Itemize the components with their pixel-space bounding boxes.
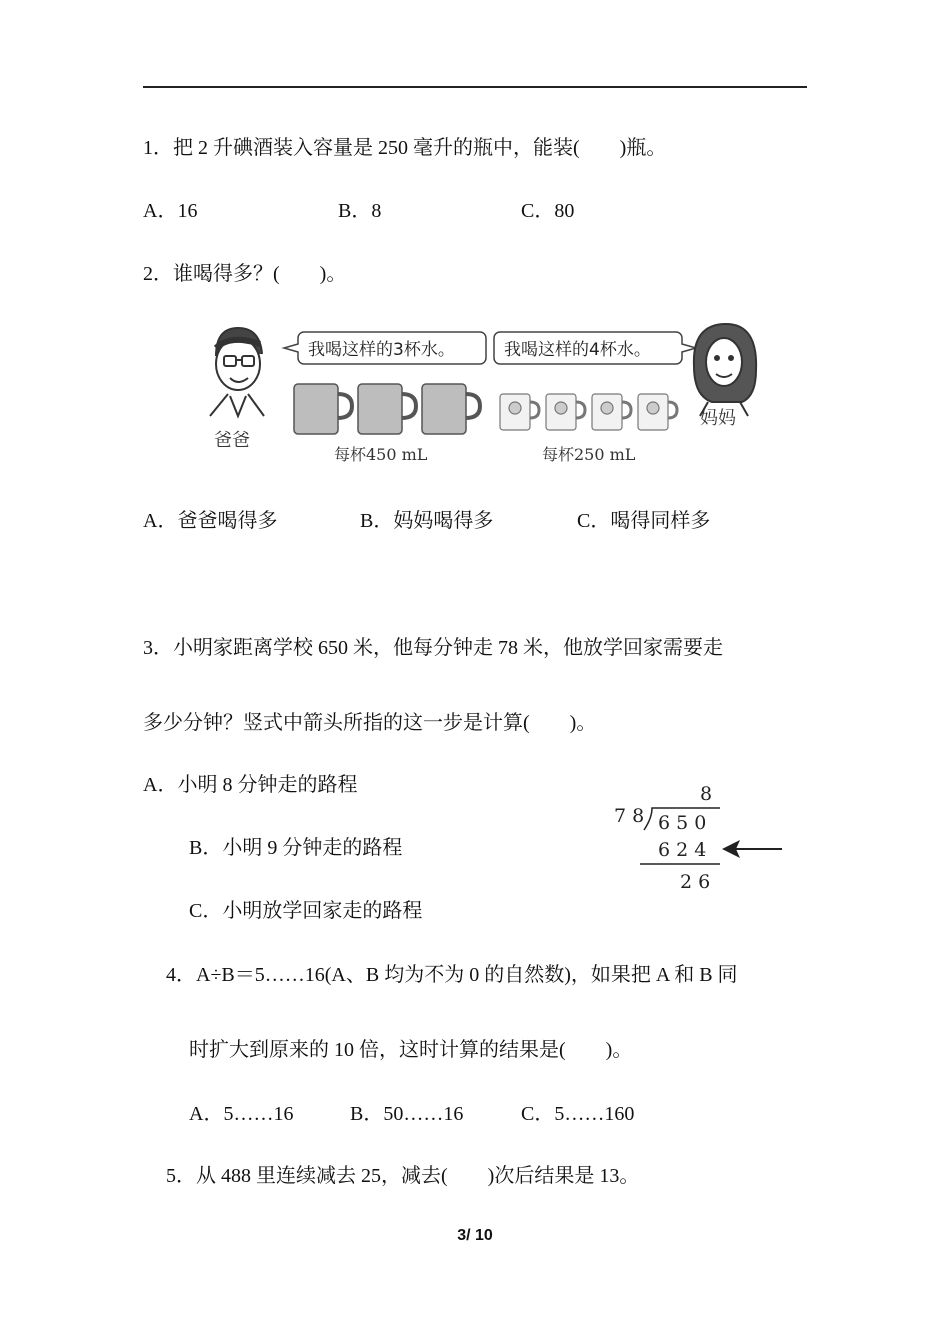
big-cup-icon [358, 384, 416, 434]
q3-option-b[interactable]: B．小明 9 分钟走的路程 [189, 837, 403, 859]
q4-option-b[interactable]: B．50……16 [350, 1103, 464, 1125]
q4-option-a[interactable]: A．5……16 [189, 1103, 294, 1125]
small-cup-icon [500, 394, 539, 430]
q2-option-b[interactable]: B．妈妈喝得多 [360, 510, 494, 532]
dad-cups [294, 384, 480, 434]
q2-stem: 2．谁喝得多？( )。 [143, 263, 347, 285]
small-cup-icon [638, 394, 677, 430]
q3-option-a[interactable]: A．小明 8 分钟走的路程 [143, 774, 358, 796]
small-cup-icon [546, 394, 585, 430]
dad-speech-text: 我喝这样的3杯水。 [308, 340, 455, 360]
mom-figure-icon [694, 324, 756, 416]
page-number: 3/ 10 [457, 1227, 493, 1244]
q2-option-c[interactable]: C．喝得同样多 [577, 510, 711, 532]
q1-option-a[interactable]: A．16 [143, 200, 198, 222]
division-quotient: 8 [700, 783, 713, 805]
q1-option-b[interactable]: B．8 [338, 200, 382, 222]
dad-figure-icon [210, 328, 264, 416]
q5-stem: 5．从 488 里连续减去 25，减去( )次后结果是 13。 [166, 1165, 640, 1187]
header-rule [143, 86, 807, 88]
q1-option-c[interactable]: C．80 [521, 200, 575, 222]
q3-stem-line2: 多少分钟？竖式中箭头所指的这一步是计算( )。 [143, 712, 597, 734]
dad-cup-caption: 每杯450 mL [334, 445, 428, 464]
q4-stem-line2: 时扩大到原来的 10 倍，这时计算的结果是( )。 [189, 1039, 633, 1061]
mom-cup-caption: 每杯250 mL [542, 445, 636, 464]
mom-speech-text: 我喝这样的4杯水。 [504, 340, 651, 360]
mom-label: 妈妈 [700, 408, 736, 429]
division-dividend: 6 5 0 [658, 812, 707, 834]
left-arrow-icon [722, 840, 782, 858]
big-cup-icon [422, 384, 480, 434]
dad-label: 爸爸 [214, 430, 250, 451]
division-remainder: 2 6 [680, 871, 711, 893]
q3-option-c[interactable]: C．小明放学回家走的路程 [189, 900, 423, 922]
big-cup-icon [294, 384, 352, 434]
q3-stem-line1: 3．小明家距离学校 650 米，他每分钟走 78 米，他放学回家需要走 [143, 637, 723, 659]
q2-illustration [200, 316, 770, 476]
small-cup-icon [592, 394, 631, 430]
division-product: 6 2 4 [658, 839, 707, 861]
division-divisor: 7 8 [614, 805, 645, 827]
q1-stem: 1．把 2 升碘酒装入容量是 250 毫升的瓶中，能装( )瓶。 [143, 137, 667, 159]
q2-option-a[interactable]: A．爸爸喝得多 [143, 510, 278, 532]
mom-cups [500, 394, 677, 430]
long-division-diagram [600, 778, 800, 896]
q4-option-c[interactable]: C．5……160 [521, 1103, 635, 1125]
q4-stem-line1: 4．A÷B＝5……16(A、B 均为不为 0 的自然数)，如果把 A 和 B 同 [166, 964, 738, 986]
